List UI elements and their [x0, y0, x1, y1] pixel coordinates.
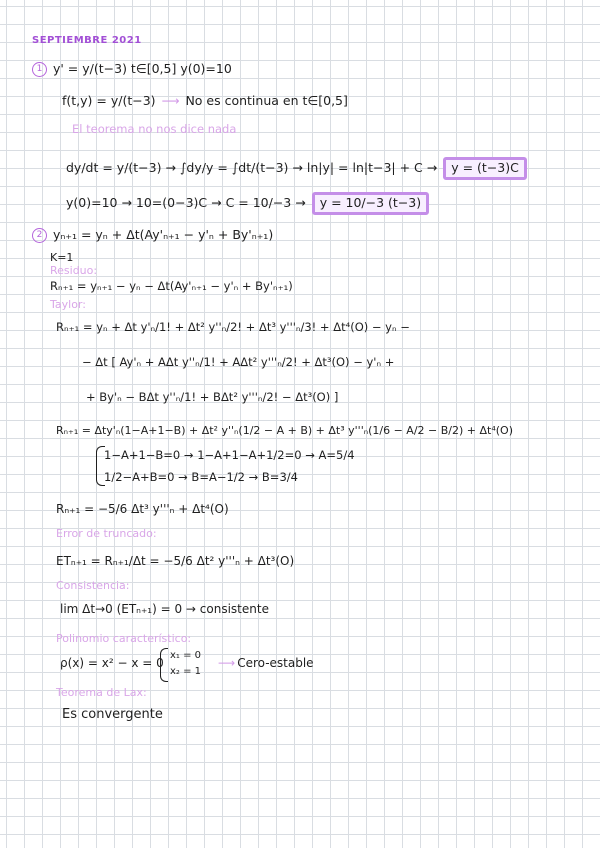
root-1: x₁ = 0: [170, 650, 202, 661]
roots-brace: [160, 648, 168, 682]
zero-stable-note: ⟶ Cero-estable: [218, 656, 314, 670]
continuity-note: No es continua en t∈[0,5]: [185, 93, 348, 108]
taylor-line-2: − Δt [ Ay'ₙ + AΔt y''ₙ/1! + AΔt² y'''ₙ/2! + Δt³(O) − y'ₙ +: [82, 355, 395, 369]
consistency-limit: lim Δt→0 (ETₙ₊₁) = 0 → consistente: [60, 602, 269, 616]
residuo-label: Residuo:: [50, 264, 98, 277]
integration-steps: dy/dt = y/(t−3) → ∫dy/y = ∫dt/(t−3) → ln|y| = ln|t−3| + C →: [66, 160, 438, 175]
problem-number-2: 2: [32, 228, 47, 243]
continuity-check: [62, 95, 348, 108]
teorema-note: El teorema no nos dice nada: [72, 122, 237, 136]
separation-of-variables: [66, 157, 527, 180]
taylor-collected: Rₙ₊₁ = Δty'ₙ(1−A+1−B) + Δt² y''ₙ(1/2 − A + B) + Δt³ y'''ₙ(1/6 − A/2 − B/2) + Δt⁴(O): [56, 424, 513, 437]
solution-general-box: y = (t−3)C: [443, 157, 527, 180]
problem-2-statement: [32, 228, 273, 243]
characteristic-polynomial: ρ(x) = x² − x = 0: [60, 656, 164, 670]
residuo-expression: Rₙ₊₁ = yₙ₊₁ − yₙ − Δt(Ay'ₙ₊₁ − y'ₙ + By'ₙ₊₁): [50, 279, 293, 293]
taylor-line-1: Rₙ₊₁ = yₙ + Δt y'ₙ/1! + Δt² y''ₙ/2! + Δt³ y'''ₙ/3! + Δt⁴(O) − yₙ −: [56, 320, 410, 334]
truncation-error: ETₙ₊₁ = Rₙ₊₁/Δt = −5/6 Δt² y'''ₙ + Δt³(O): [56, 554, 295, 568]
multistep-scheme: yₙ₊₁ = yₙ + Δt(Ay'ₙ₊₁ − y'ₙ + By'ₙ₊₁): [53, 227, 274, 242]
page-header: SEPTIEMBRE 2021: [32, 35, 142, 46]
solution-particular-box: y = 10/−3 (t−3): [312, 192, 429, 215]
residuo-final: Rₙ₊₁ = −5/6 Δt³ y'''ₙ + Δt⁴(O): [56, 502, 229, 516]
conclusion: Es convergente: [62, 707, 163, 722]
error-label: Error de truncado:: [56, 527, 157, 540]
system-equation-1: 1−A+1−B=0 → 1−A+1−A+1/2=0 → A=5/4: [104, 448, 355, 462]
arrow-icon: ⟶: [218, 656, 236, 670]
lax-label: Teorema de Lax:: [56, 686, 147, 699]
polinomio-label: Polinomio característico:: [56, 632, 192, 645]
root-2: x₂ = 1: [170, 666, 202, 677]
problem-number-1: 1: [32, 62, 47, 77]
function-definition: f(t,y) = y/(t−3): [62, 93, 156, 108]
consistencia-label: Consistencia:: [56, 579, 130, 592]
taylor-label: Taylor:: [50, 298, 86, 311]
problem-1-statement: [32, 62, 232, 77]
constant-computation: y(0)=10 → 10=(0−3)C → C = 10/−3 →: [66, 195, 306, 210]
k-value: K=1: [50, 251, 74, 264]
taylor-line-3: + By'ₙ − BΔt y''ₙ/1! + BΔt² y'''ₙ/2! − Δt³(O) ]: [86, 390, 339, 404]
system-equation-2: 1/2−A+B=0 → B=A−1/2 → B=3/4: [104, 470, 298, 484]
arrow-icon: ⟶: [161, 93, 180, 108]
initial-condition: [66, 192, 429, 215]
ode-statement: y' = y/(t−3) t∈[0,5] y(0)=10: [53, 61, 232, 76]
